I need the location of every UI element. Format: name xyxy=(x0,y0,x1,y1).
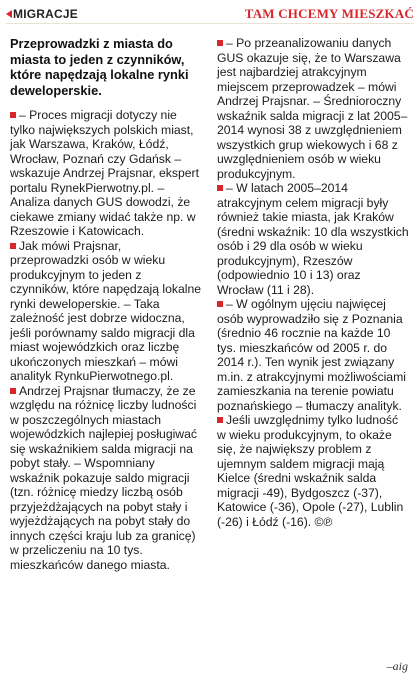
bullet-icon xyxy=(217,40,223,46)
bullet-icon xyxy=(10,388,16,394)
arrow-left-icon xyxy=(6,10,12,18)
paragraph xyxy=(217,413,410,529)
paragraph-text: Jak mówi Prajsnar, przeprowadzki osób w wieku produkcyjnym to jeden z czynników, które napędzają lokalne rynki deweloperskie. – Taka zależność jest dobrze widoczna, jeśli porównamy saldo migracji dla miast wojewódzkich oraz liczbę ukończonych mieszkań – mówi analityk RynkuPierwotnego.pl. xyxy=(10,238,202,383)
paragraph-text: Andrzej Prajsnar tłumaczy, że ze względu na różnicę liczby ludności w poszczególnych miastach wojewódzkich najlepiej posługiwać się wskaźnikiem salda migracji na pobyt stały. – Wspomniany wskaźnik pokazuje saldo migracji (tzn. różnicę miedzy liczbą osób przyjeżdżających na pobyt stały i wyjeżdżających na pobyt stały do innych części kraju lub za granicę) w przeliczeniu na 10 tys. mieszkańców danego miasta. xyxy=(10,383,197,572)
bullet-icon xyxy=(217,185,223,191)
bullet-icon xyxy=(10,112,16,118)
paragraph-text: – Po przeanalizowaniu danych GUS okazuje się, że to Warszawa jest najbardziej atrakcyjnym miejscem przeprowadzek – mówi Andrzej Prajsnar. – Średnioroczny wskaźnik salda migracji z lat 2005–2014 wynosi 38 z uwzględnieniem wszystkich grup wiekowych i 68 z uwzględnieniem osób w wieku produkcyjnym. xyxy=(217,36,408,181)
bullet-icon xyxy=(10,243,16,249)
author-signature: –aig xyxy=(386,659,408,673)
paragraph xyxy=(10,239,203,384)
section-name: MIGRACJE xyxy=(13,6,78,21)
bullet-icon xyxy=(217,301,223,307)
article-header xyxy=(6,4,414,24)
left-column xyxy=(10,36,203,658)
paragraph-text: – W ogólnym ujęciu najwięcej osób wyprowadziło się z Poznania (średnio 46 rocznie na każde 10 tys. mieszkańców od 2005 r. do 2014 r.). Ten wynik jest związany m.in. z atrakcyjnymi możliwościami zamieszkania na terenie powiatu poznańskiego – tłumaczy analityk. xyxy=(217,297,406,413)
paragraph xyxy=(217,297,410,413)
paragraph xyxy=(10,108,203,239)
lead-paragraph: Przeprowadzki z miasta do miasta to jeden z czynników, które napędzają lokalne rynki deweloperskie. xyxy=(10,36,189,98)
paragraph-text: – Proces migracji dotyczy nie tylko największych polskich miast, jak Warszawa, Kraków, Łódź, Wrocław, Poznań czy Gdańsk – wskazuje Andrzej Prajsnar, ekspert portalu RynekPierwotny.pl. – Analiza danych GUS dowodzi, że ciekawe zmiany widać także np. w Rzeszowie i Katowicach. xyxy=(10,108,199,238)
bullet-icon xyxy=(217,417,223,423)
headline: TAM CHCEMY MIESZKAĆ xyxy=(244,5,414,21)
right-column xyxy=(217,36,410,658)
article-body xyxy=(10,36,412,658)
paragraph xyxy=(217,36,410,181)
paragraph-text: – W latach 2005–2014 atrakcyjnym celem migracji były również takie miasta, jak Kraków (średni wskaźnik: 10 dla wszystkich osób i 29 dla osób w wieku produkcyjnym), Rzeszów (odpowiednio 10 i 13) oraz Wrocław (11 i 28). xyxy=(217,181,409,297)
section-label xyxy=(6,7,78,21)
paragraph-text: Jeśli uwzględnimy tylko ludność w wieku produkcyjnym, to okaże się, że największy problem z ujemnym saldem migracji mają Kielce (średni wskaźnik salda migracji -49), Bydgoszcz (-37), Katowice (-36), Opole (-27), Lublin (-26) i Łódź (-16). ©℗ xyxy=(217,413,404,529)
paragraph xyxy=(10,384,203,573)
paragraph xyxy=(217,181,410,297)
